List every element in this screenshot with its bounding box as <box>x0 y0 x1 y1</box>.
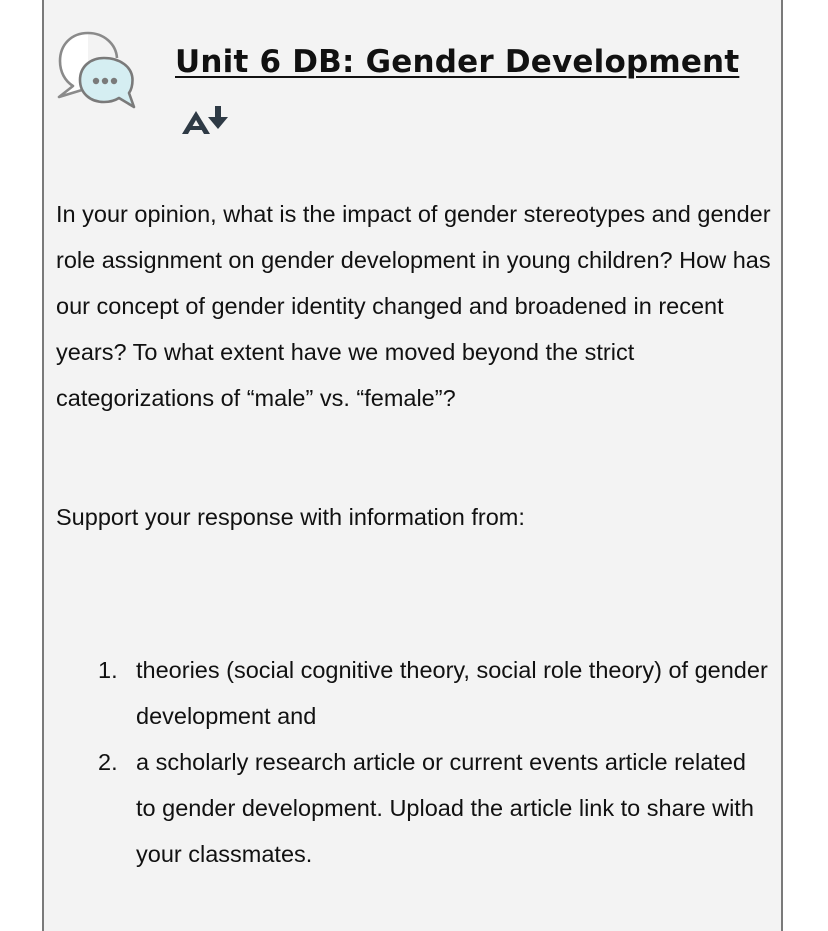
discussion-panel <box>42 0 783 931</box>
requirement-number: 1. <box>98 657 118 683</box>
discussion-bubbles-icon <box>56 30 136 110</box>
discussion-prompt: In your opinion, what is the impact of gender stereotypes and gender role assignment on gender development in young children? How has our concept of gender identity changed and broadened in recent years? To what extent have we moved beyond the strict categorizations of “male” vs. “female”? <box>56 201 771 411</box>
requirement-number: 2. <box>98 749 118 775</box>
requirement-item <box>56 647 771 739</box>
immersive-reader-icon[interactable] <box>180 104 234 140</box>
requirements-list <box>56 647 771 877</box>
requirement-item <box>56 739 771 877</box>
requirement-text: a scholarly research article or current events article related to gender development. Upload the article link to share with your classmates. <box>136 749 754 867</box>
page-title: Unit 6 DB: Gender Development <box>175 44 740 80</box>
requirement-text: theories (social cognitive theory, social role theory) of gender development and <box>136 657 768 729</box>
support-intro: Support your response with information from: <box>56 504 525 530</box>
